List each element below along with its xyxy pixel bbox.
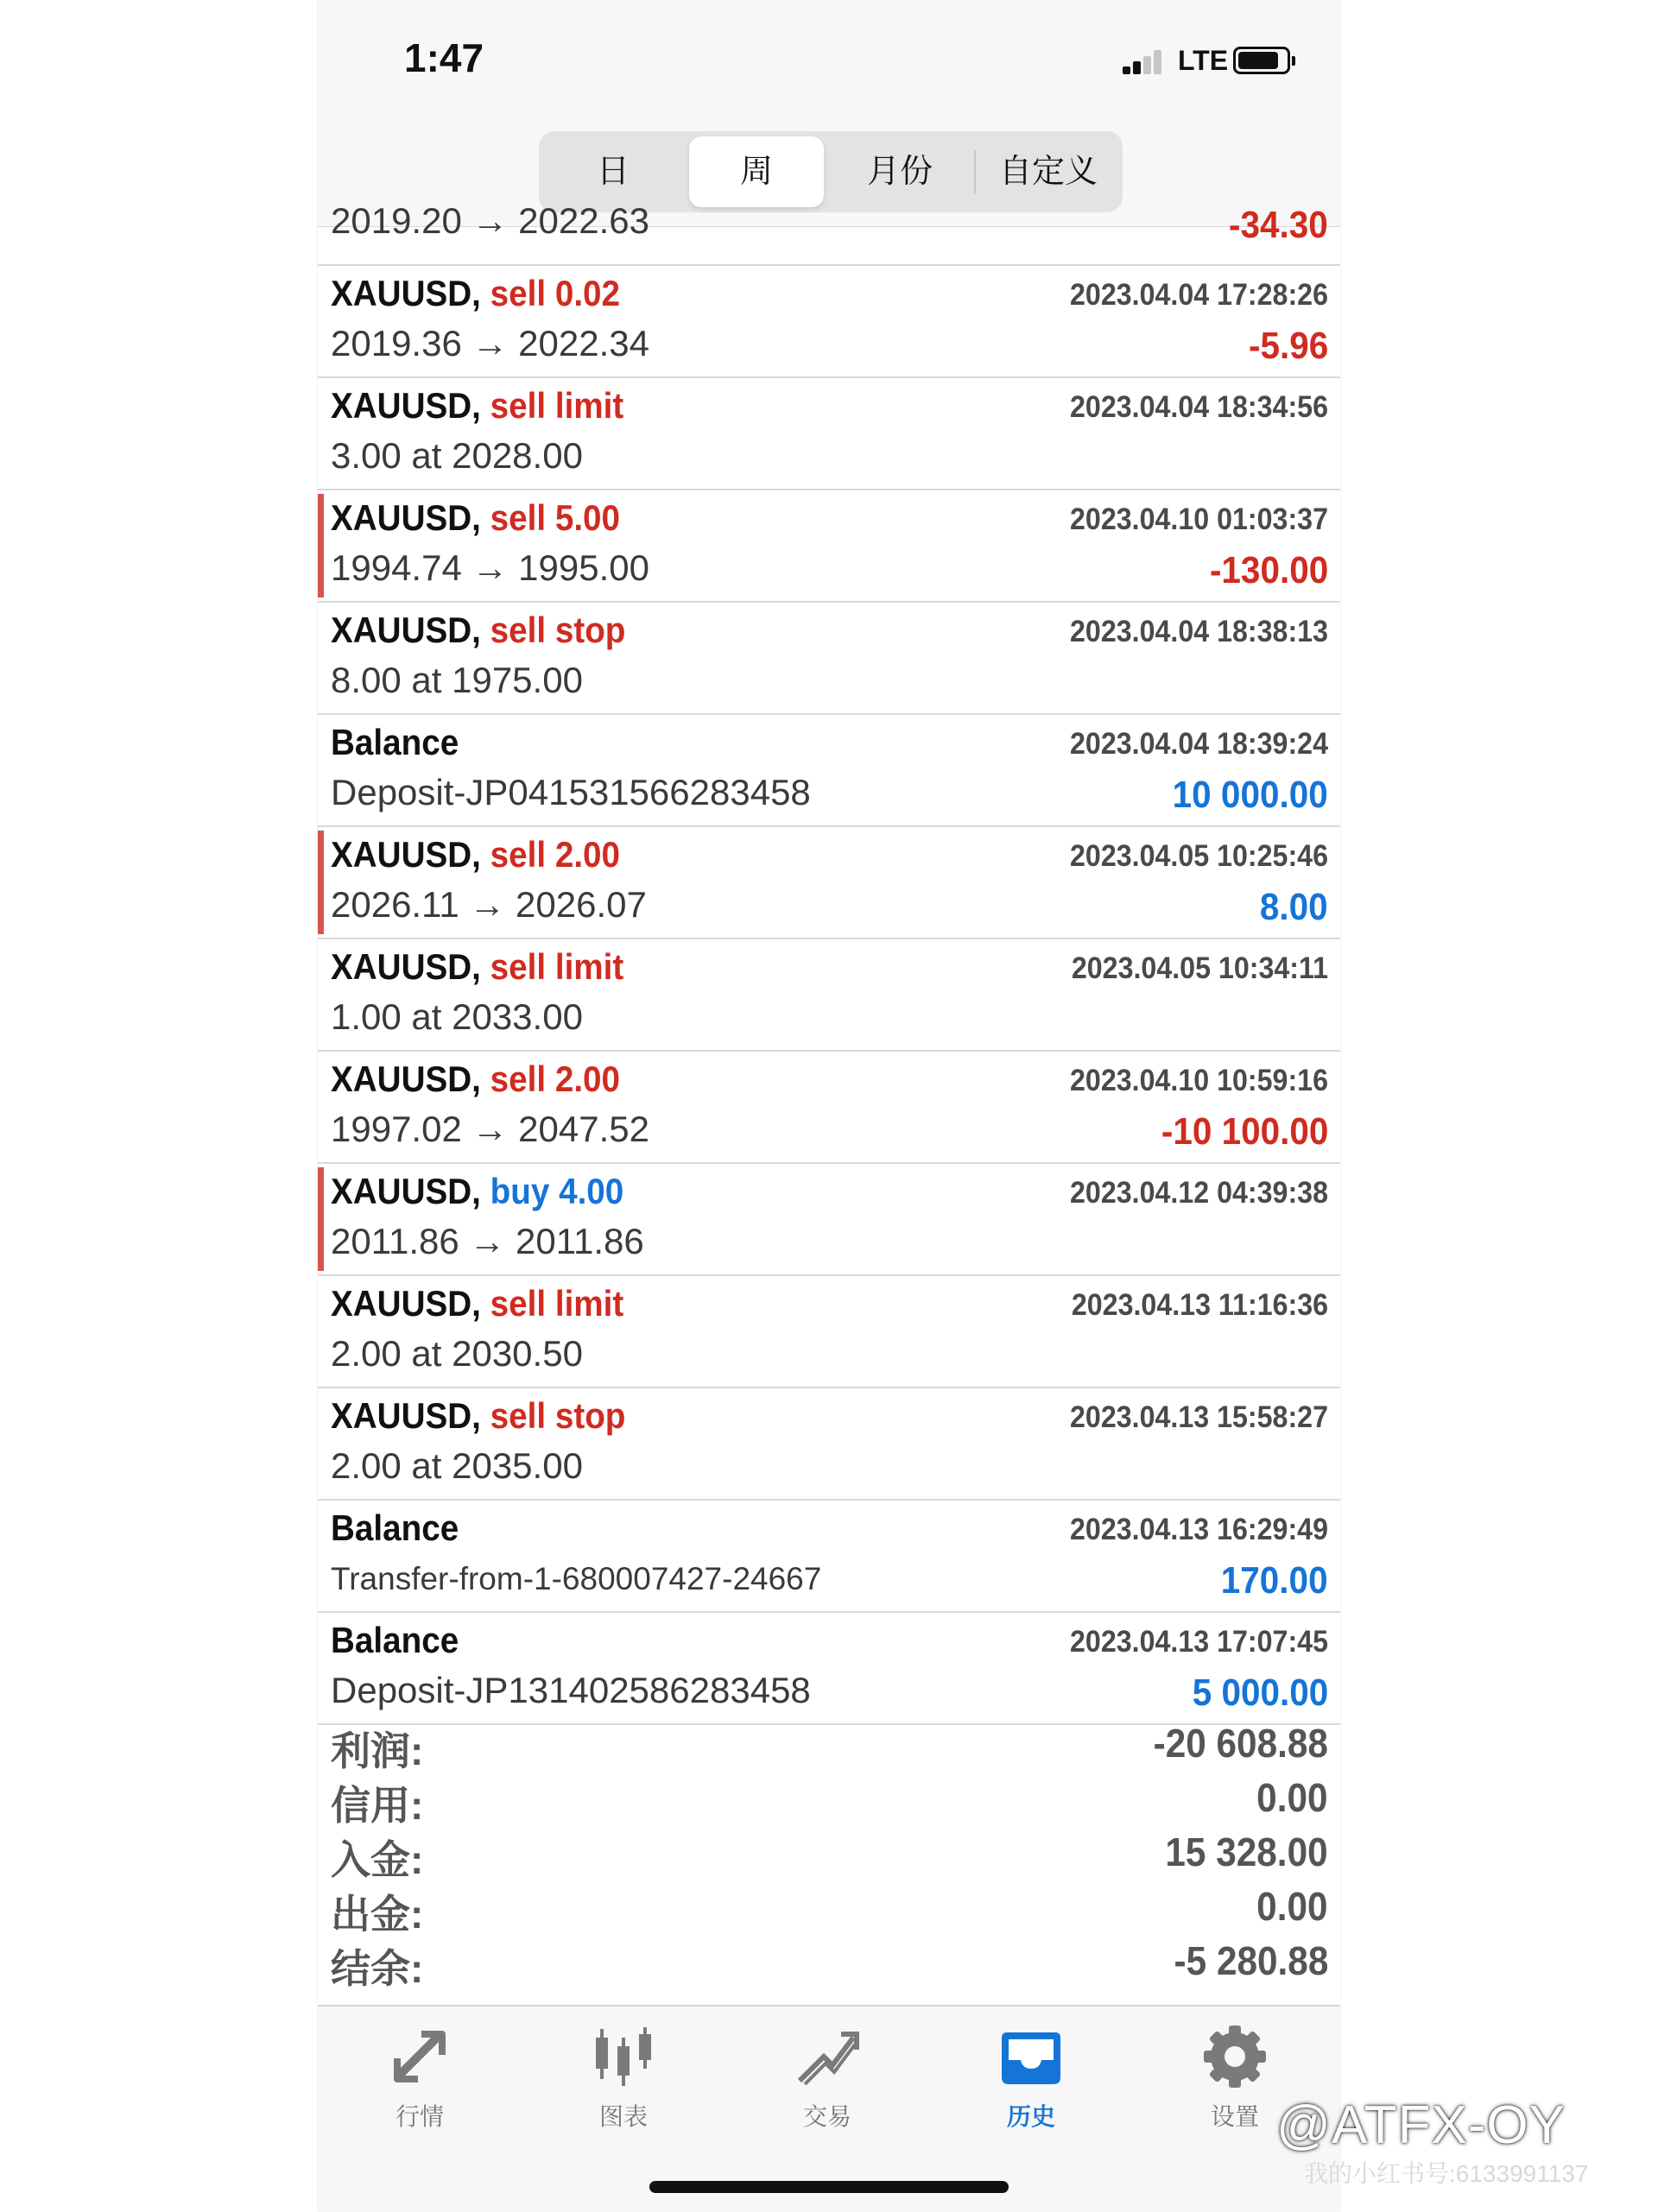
- deal-symbol: Balance: [331, 1507, 459, 1548]
- deal-detail: 1.00 at 2033.00: [331, 996, 583, 1037]
- summary-label: 信用:: [331, 1783, 424, 1828]
- nav-charts[interactable]: [522, 2022, 725, 2143]
- deal-action: sell 2.00: [490, 1059, 621, 1099]
- summary-row: [318, 1769, 1340, 1828]
- deal-profit: 170.00: [1221, 1559, 1328, 1602]
- list-item[interactable]: [318, 1388, 1340, 1501]
- list-item[interactable]: [318, 266, 1340, 378]
- deal-time: 2023.04.05 10:34:11: [1071, 951, 1328, 985]
- deal-profit: 10 000.00: [1172, 774, 1328, 816]
- deal-time: 2023.04.04 18:34:56: [1070, 390, 1328, 424]
- deal-time: 2023.04.13 17:07:45: [1070, 1625, 1328, 1659]
- deal-title: [331, 834, 620, 875]
- tab-custom[interactable]: 自定义: [998, 154, 1098, 190]
- nav-quotes[interactable]: [318, 2022, 522, 2143]
- settings-gear-icon: [1200, 2022, 1269, 2091]
- deal-time: 2023.04.05 10:25:46: [1070, 839, 1328, 873]
- network-label: LTE: [1178, 45, 1229, 76]
- deal-action: sell 0.02: [490, 273, 621, 313]
- deal-symbol: XAUUSD,: [331, 1171, 481, 1211]
- nav-history[interactable]: [929, 2022, 1133, 2143]
- deal-action: buy 4.00: [490, 1171, 624, 1211]
- summary-row: [318, 1878, 1340, 1937]
- summary-section: [318, 1715, 1340, 1991]
- deal-profit: -34.30: [1229, 204, 1328, 246]
- deal-profit: -130.00: [1209, 549, 1328, 591]
- home-indicator[interactable]: [649, 2181, 1009, 2193]
- history-inbox-icon: [997, 2022, 1066, 2091]
- deal-detail: 2019.36 → 2022.34: [331, 323, 649, 363]
- deal-title: [331, 946, 623, 988]
- deal-action: sell 5.00: [490, 497, 621, 538]
- deal-action: sell stop: [490, 1395, 626, 1436]
- watermark-handle: @ATFX-OY: [1276, 2095, 1566, 2155]
- summary-label: 利润:: [331, 1729, 424, 1773]
- deal-time: 2023.04.04 17:28:26: [1070, 278, 1328, 312]
- deal-symbol: XAUUSD,: [331, 610, 481, 650]
- phone-screen: [318, 0, 1340, 2210]
- deal-action: sell limit: [490, 1283, 624, 1324]
- deal-profit: 8.00: [1260, 886, 1328, 928]
- summary-value: 15 328.00: [1165, 1830, 1328, 1874]
- deal-detail: 1997.02 → 2047.52: [331, 1109, 649, 1149]
- summary-value: 0.00: [1256, 1775, 1328, 1820]
- deal-time: 2023.04.13 16:29:49: [1070, 1513, 1328, 1546]
- deal-time: 2023.04.04 18:38:13: [1070, 615, 1328, 648]
- deal-time: 2023.04.04 18:39:24: [1070, 727, 1328, 761]
- deal-detail: Deposit-JP131402586283458: [331, 1670, 811, 1710]
- deal-action: sell limit: [490, 385, 624, 426]
- summary-label: 出金:: [331, 1892, 424, 1937]
- deal-symbol: XAUUSD,: [331, 1059, 481, 1099]
- deal-title: [331, 722, 459, 763]
- list-item[interactable]: [318, 1164, 1340, 1276]
- deal-title: [331, 385, 623, 427]
- deal-profit: -5.96: [1248, 325, 1328, 367]
- tab-day[interactable]: 日: [596, 154, 630, 190]
- deal-profit: 5 000.00: [1192, 1672, 1328, 1714]
- deal-time: 2023.04.10 10:59:16: [1070, 1064, 1328, 1097]
- deal-profit: -10 100.00: [1161, 1110, 1328, 1153]
- deal-title: [331, 1059, 620, 1100]
- deal-symbol: XAUUSD,: [331, 946, 481, 987]
- deal-symbol: XAUUSD,: [331, 497, 481, 538]
- deal-detail: Deposit-JP041531566283458: [331, 772, 811, 812]
- signal-icon: [1123, 48, 1171, 74]
- status-time: 1:47: [404, 35, 484, 80]
- deal-detail: 2.00 at 2035.00: [331, 1445, 583, 1486]
- candlestick-chart-icon: [589, 2022, 658, 2091]
- tab-month[interactable]: 月份: [866, 154, 933, 190]
- deal-detail: 8.00 at 1975.00: [331, 660, 583, 700]
- summary-label: 结余:: [331, 1946, 424, 1991]
- deal-detail: 1994.74 → 1995.00: [331, 547, 649, 588]
- list-item[interactable]: [318, 1613, 1340, 1725]
- list-item[interactable]: [318, 827, 1340, 939]
- tab-week[interactable]: 周: [689, 136, 824, 207]
- deal-action: sell limit: [490, 946, 624, 987]
- history-list: [318, 200, 1340, 1725]
- deal-prices: 2019.20 → 2022.63: [331, 200, 649, 241]
- deal-title: [331, 610, 625, 651]
- trade-trend-icon: [793, 2022, 862, 2091]
- deal-symbol: Balance: [331, 1620, 459, 1660]
- deal-title: [331, 1283, 623, 1324]
- deal-time: 2023.04.13 15:58:27: [1070, 1400, 1328, 1434]
- deal-title: [331, 1171, 623, 1212]
- deal-action: sell 2.00: [490, 834, 621, 875]
- list-item[interactable]: [318, 939, 1340, 1052]
- list-item[interactable]: [318, 1052, 1340, 1164]
- deal-detail: Transfer-from-1-680007427-24667: [331, 1561, 822, 1596]
- deal-time: 2023.04.13 11:16:36: [1071, 1288, 1328, 1322]
- nav-trade[interactable]: [725, 2022, 929, 2143]
- deal-time: 2023.04.10 01:03:37: [1070, 502, 1328, 536]
- list-item[interactable]: [318, 1276, 1340, 1388]
- list-item[interactable]: [318, 715, 1340, 827]
- battery-icon: [1233, 47, 1290, 74]
- deal-detail: 3.00 at 2028.00: [331, 435, 583, 476]
- deal-symbol: XAUUSD,: [331, 273, 481, 313]
- deal-detail: 2.00 at 2030.50: [331, 1333, 583, 1374]
- tab-divider: [974, 150, 976, 193]
- deal-title: [331, 1620, 459, 1661]
- deal-symbol: XAUUSD,: [331, 1283, 481, 1324]
- deal-symbol: Balance: [331, 722, 459, 762]
- summary-row: [318, 1932, 1340, 1991]
- deal-title: [331, 1507, 459, 1549]
- summary-label: 入金:: [331, 1837, 424, 1882]
- deal-detail: 2011.86 → 2011.86: [331, 1221, 644, 1261]
- watermark-id: 我的小红书号:6133991137: [1304, 2160, 1589, 2187]
- deal-title: [331, 497, 620, 539]
- list-item[interactable]: [318, 378, 1340, 490]
- summary-value: -20 608.88: [1153, 1721, 1328, 1766]
- summary-value: 0.00: [1256, 1884, 1328, 1929]
- nav-label: 设置: [1210, 2103, 1259, 2130]
- nav-label: 交易: [802, 2103, 851, 2130]
- deal-action: sell stop: [490, 610, 626, 650]
- top-bar: [318, 0, 1340, 227]
- summary-row: [318, 1823, 1340, 1882]
- list-item-partial[interactable]: [318, 200, 1340, 266]
- nav-label: 历史: [1006, 2103, 1055, 2130]
- deal-time: 2023.04.12 04:39:38: [1070, 1176, 1328, 1210]
- list-item[interactable]: [318, 490, 1340, 603]
- summary-row: [318, 1715, 1340, 1773]
- deal-symbol: XAUUSD,: [331, 834, 481, 875]
- nav-label: 行情: [395, 2103, 444, 2130]
- nav-label: 图表: [598, 2103, 648, 2130]
- deal-detail: 2026.11 → 2026.07: [331, 884, 647, 925]
- list-item[interactable]: [318, 1501, 1340, 1613]
- list-item[interactable]: [318, 603, 1340, 715]
- deal-symbol: XAUUSD,: [331, 1395, 481, 1436]
- deal-title: [331, 273, 620, 314]
- summary-value: -5 280.88: [1174, 1938, 1328, 1983]
- deal-symbol: XAUUSD,: [331, 385, 481, 426]
- deal-title: [331, 1395, 625, 1437]
- quotes-arrows-icon: [385, 2022, 454, 2091]
